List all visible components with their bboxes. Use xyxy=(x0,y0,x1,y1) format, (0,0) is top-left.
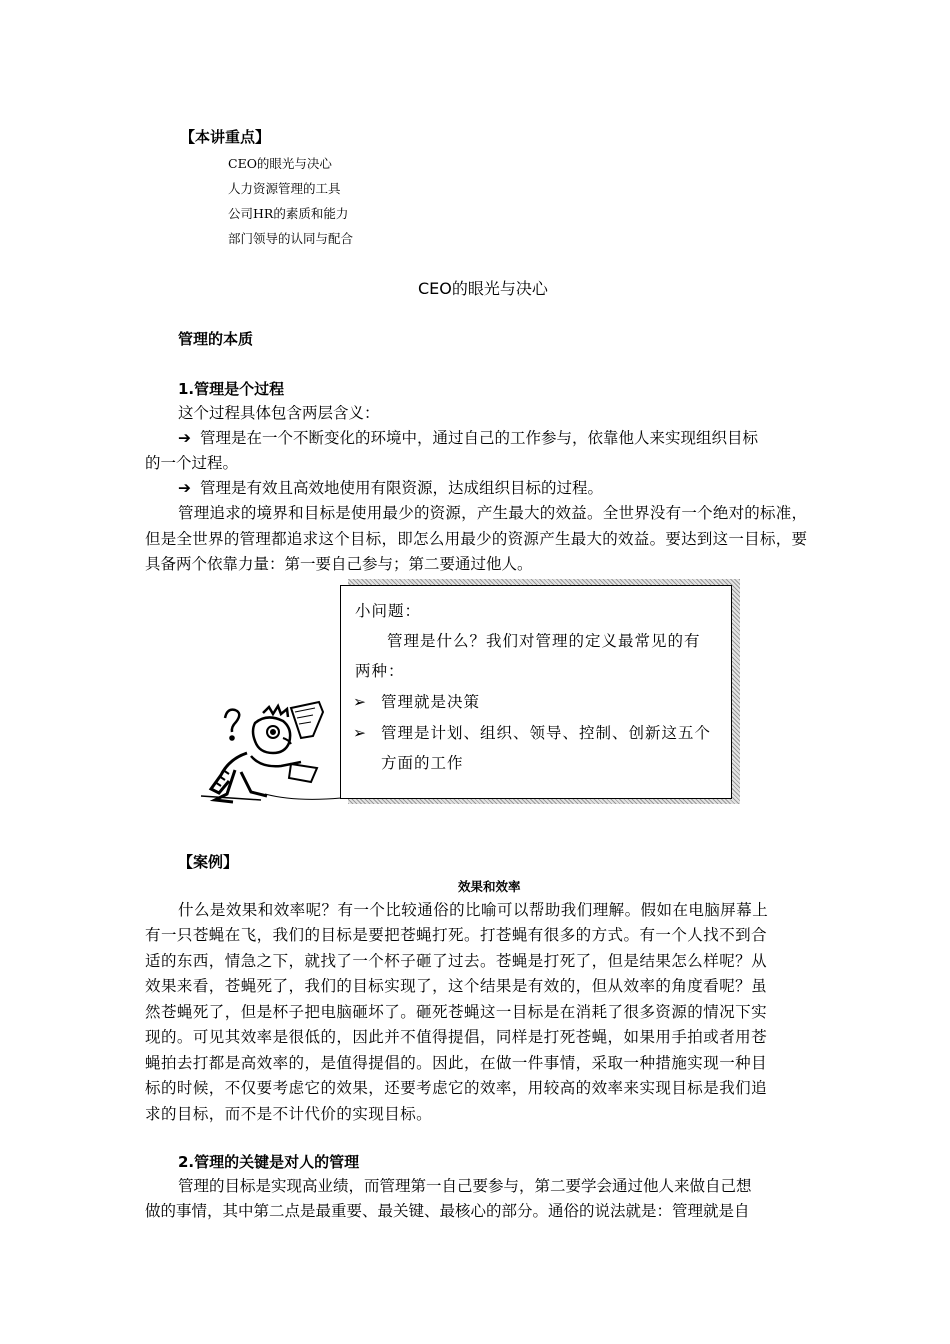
thinking-man-illustration xyxy=(195,698,347,808)
s1-intro: 这个过程具体包含两层含义： xyxy=(178,404,380,422)
case-line: 蝇拍去打都是高效率的，是值得提倡的。因此，在做一件事情，采取一种措施实现一种目 xyxy=(145,1054,768,1072)
case-line: 什么是效果和效率呢？有一个比较通俗的比喻可以帮助我们理解。假如在电脑屏幕上 xyxy=(178,901,769,919)
callout-item-text: 管理是计划、组织、领导、控制、创新这五个 xyxy=(381,724,712,742)
callout-item-2-cont: 方面的工作 xyxy=(381,754,464,772)
focus-item: 人力资源管理的工具 xyxy=(228,181,341,196)
case-line: 现的。可见其效率是很低的，因此并不值得提倡，同样是打死苍蝇，如果用手拍或者用苍 xyxy=(145,1028,768,1046)
callout-item-1 xyxy=(353,690,480,712)
case-line: 效果来看，苍蝇死了，我们的目标实现了，这个结果是有效的，但从效率的角度看呢？虽 xyxy=(145,977,768,995)
case-line: 求的目标，而不是不计代价的实现目标。 xyxy=(145,1105,433,1123)
section-title: CEO的眼光与决心 xyxy=(418,279,548,298)
s1-bullet-1 xyxy=(178,426,758,451)
callout-question: 管理是什么？我们对管理的定义最常见的有 xyxy=(387,632,701,650)
s1-heading: 1.管理是个过程 xyxy=(178,380,285,398)
case-line: 然苍蝇死了，但是杯子把电脑砸坏了。砸死苍蝇这一目标是在消耗了很多资源的情况下实 xyxy=(145,1003,768,1021)
s2-heading: 2.管理的关键是对人的管理 xyxy=(178,1153,360,1171)
case-line: 标的时候，不仅要考虑它的效果，还要考虑它的效率，用较高的效率来实现目标是我们追 xyxy=(145,1079,768,1097)
arrow-right-icon: ➔ xyxy=(178,429,191,447)
focus-item: CEO的眼光与决心 xyxy=(228,156,332,171)
essence-heading: 管理的本质 xyxy=(178,330,254,348)
bullet-text: 管理是在一个不断变化的环境中，通过自己的工作参与，依靠他人来实现组织目标 xyxy=(200,429,759,447)
arrow-right-icon: ➔ xyxy=(178,479,191,497)
callout-item-text: 管理就是决策 xyxy=(381,693,481,711)
case-title: 效果和效率 xyxy=(458,879,521,894)
focus-item: 公司HR的素质和能力 xyxy=(228,206,349,221)
case-heading: 【案例】 xyxy=(178,853,239,871)
callout-title: 小问题： xyxy=(355,602,422,620)
bullet-icon: ➢ xyxy=(353,724,367,742)
case-line: 有一只苍蝇在飞，我们的目标是要把苍蝇打死。打苍蝇有很多的方式。有一个人找不到合 xyxy=(145,926,768,944)
s1-bullet-1-cont: 的一个过程。 xyxy=(145,454,239,472)
callout-item-2 xyxy=(353,721,711,743)
focus-item: 部门领导的认同与配合 xyxy=(228,231,354,246)
focus-heading: 【本讲重点】 xyxy=(180,128,271,146)
s1-bullet-2 xyxy=(178,476,603,501)
bullet-text: 管理是有效且高效地使用有限资源，达成组织目标的过程。 xyxy=(200,479,604,497)
case-line: 适的东西，情急之下，就找了一个杯子砸了过去。苍蝇是打死了，但是结果怎么样呢？从 xyxy=(145,952,768,970)
s2-line: 做的事情，其中第二点是最重要、最关键、最核心的部分。通俗的说法就是：管理就是自 xyxy=(145,1202,750,1220)
s1-paragraph: 管理追求的境界和目标是使用最少的资源，产生最大的效益。全世界没有一个绝对的标准，但是全世界的管理都追求这个目标，即怎么用最少的资源产生最大的效益。要达到这一目标，要具备两个依靠力量：第一要自己参与；第二要通过他人。 xyxy=(145,504,807,573)
s2-line: 管理的目标是实现高业绩，而管理第一自己要参与，第二要学会通过他人来做自己想 xyxy=(178,1177,752,1195)
callout-question-cont: 两种： xyxy=(355,662,405,680)
bullet-icon: ➢ xyxy=(353,693,367,711)
